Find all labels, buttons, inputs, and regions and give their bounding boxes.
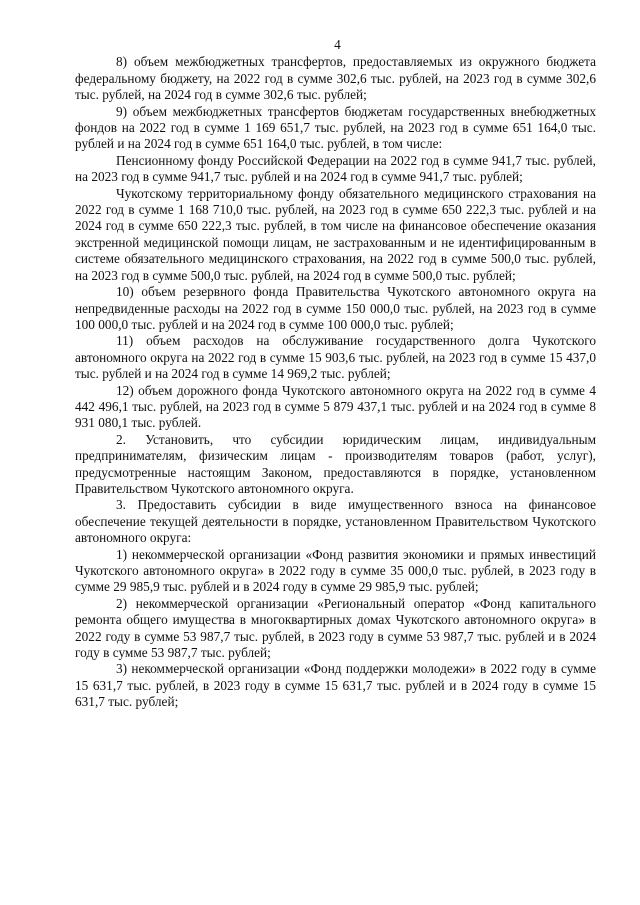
paragraph-item-10-reserve-fund: 10) объем резервного фонда Правительства Чукотского автономного округа на непредвиденные расходы на 2022 год в сумме 150 000,0 тыс. рублей, на 2023 год в сумме 100 000,0 тыс. рублей и на 2024 год в сумме 100 000,0 тыс. рублей; [75, 284, 596, 332]
paragraph-subitem-2-repair-fund: 2) некоммерческой организации «Региональный оператор «Фонд капитального ремонта общего имущества в многоквартирных домах Чукотского автономного округа» в 2022 году в сумме 53 987,7 тыс. рублей, в 2023 году в сумме 53 987,7 тыс. рублей и в 2024 году в сумме 53 987,7 тыс. рублей; [75, 595, 596, 661]
paragraph-section-2-subsidies: 2. Установить, что субсидии юридическим лицам, индивидуальным предпринимателям, физическим лицам - производителям товаров (работ, услуг), предусмотренные настоящим Законом, предоставляются в порядке, установленном Правительством Чукотского автономного округа. [75, 431, 596, 496]
paragraph-item-12-road-fund: 12) объем дорожного фонда Чукотского автономного округа на 2022 год в сумме 4 442 496,1 тыс. рублей, на 2023 год в сумме 5 879 437,1 тыс. рублей и на 2024 год в сумме 8 931 080,1 тыс. рублей. [75, 382, 596, 431]
paragraph-subitem-3-youth-fund: 3) некоммерческой организации «Фонд поддержки молодежи» в 2022 году в сумме 15 631,7 тыс. рублей, в 2023 году в сумме 15 631,7 тыс. рублей и в 2024 году в сумме 15 631,7 тыс. рублей; [75, 661, 596, 710]
paragraph-subitem-1-development-fund: 1) некоммерческой организации «Фонд развития экономики и прямых инвестиций Чукотского автономного округа» в 2022 году в сумме 35 000,0 тыс. рублей, в 2023 году в сумме 29 985,9 тыс. рублей и в 2024 году в сумме 29 985,9 тыс. рублей; [75, 546, 596, 595]
paragraph-item-8-transfers-federal: 8) объем межбюджетных трансфертов, предоставляемых из окружного бюджета федеральному бюджету, на 2022 год в сумме 302,6 тыс. рублей, на 2023 год в сумме 302,6 тыс. рублей, на 2024 год в сумме 302,6 тыс. рублей; [75, 54, 596, 103]
paragraph-medical-insurance-fund: Чукотскому территориальному фонду обязательного медицинского страхования на 2022 год в сумме 1 168 710,0 тыс. рублей, на 2023 год в сумме 650 222,3 тыс. рублей и на 2024 год в сумме 650 222,3 тыс. рублей, в том числе на финансовое обеспечение оказания экстренной медицинской помощи лицам, не застрахованным и не идентифицированным в системе обязательного медицинского страхования, на 2022 год в сумме 500,0 тыс. рублей, на 2023 год в сумме 500,0 тыс. рублей, на 2024 год в сумме 500,0 тыс. рублей; [75, 185, 596, 283]
paragraph-pension-fund: Пенсионному фонду Российской Федерации на 2022 год в сумме 941,7 тыс. рублей, на 2023 год в сумме 941,7 тыс. рублей и на 2024 год в сумме 941,7 тыс. рублей; [75, 152, 596, 185]
page-number: 4 [334, 37, 341, 52]
paragraph-item-11-debt-service: 11) объем расходов на обслуживание государственного долга Чукотского автономного округа на 2022 год в сумме 15 903,6 тыс. рублей, на 2023 год в сумме 15 437,0 тыс. рублей и на 2024 год в сумме 14 969,2 тыс. рублей; [75, 333, 596, 382]
paragraph-item-9-transfers-extrabudgetary: 9) объем межбюджетных трансфертов бюджетам государственных внебюджетных фондов на 2022 год в сумме 1 169 651,7 тыс. рублей, на 2023 год в сумме 651 164,0 тыс. рублей и на 2024 год в сумме 651 164,0 тыс. рублей, в том числе: [75, 103, 596, 152]
paragraph-section-3-property-contribution: 3. Предоставить субсидии в виде имущественного взноса на финансовое обеспечение текущей деятельности в порядке, установленном Правительством Чукотского автономного округа: [75, 497, 596, 546]
